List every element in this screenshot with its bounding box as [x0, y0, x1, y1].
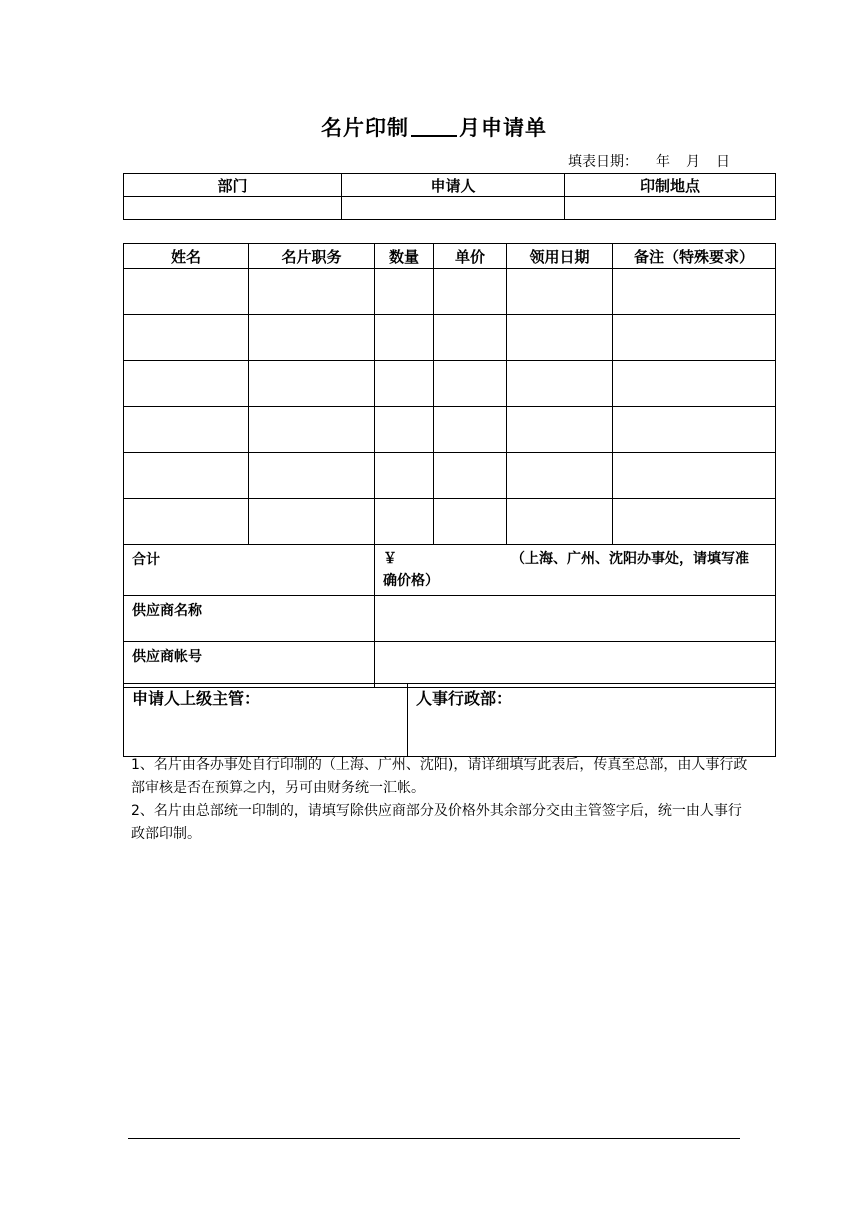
fill-date: [568, 151, 730, 171]
supplier-account-field[interactable]: [375, 642, 776, 688]
table-row: [124, 361, 776, 407]
table-row: [124, 315, 776, 361]
pickup-date-cell[interactable]: [507, 315, 613, 361]
supervisor-signature-field[interactable]: [124, 684, 408, 757]
name-cell[interactable]: [124, 269, 249, 315]
note-item: 2、名片由总部统一印制的，请填写除供应商部分及价格外其余部分交由主管签字后，统一由人事行政部印制。: [131, 803, 742, 842]
name-cell[interactable]: [124, 407, 249, 453]
hr-label: 人事行政部：: [416, 689, 513, 708]
currency-symbol: ￥: [383, 551, 397, 567]
table-row: [124, 499, 776, 545]
detail-table: [123, 243, 776, 688]
title-cell[interactable]: [249, 361, 375, 407]
total-label: 合计: [124, 545, 375, 596]
title-cell[interactable]: [249, 453, 375, 499]
pickup-date-cell[interactable]: [507, 361, 613, 407]
total-note-line2: 确价格）: [383, 573, 439, 589]
applicant-header: 申请人: [342, 174, 565, 197]
unit-price-cell[interactable]: [434, 407, 507, 453]
remarks-header: 备注（特殊要求）: [613, 244, 776, 269]
title-cell[interactable]: [249, 315, 375, 361]
remarks-cell[interactable]: [613, 361, 776, 407]
unit-price-cell[interactable]: [434, 453, 507, 499]
supplier-name-label: 供应商名称: [124, 596, 375, 642]
fill-date-label: 填表日期：: [568, 154, 638, 170]
unit-price-cell[interactable]: [434, 361, 507, 407]
notes: [131, 754, 751, 846]
name-cell[interactable]: [124, 361, 249, 407]
name-cell[interactable]: [124, 453, 249, 499]
month-blank[interactable]: [411, 115, 457, 137]
fill-date-year: 年: [656, 154, 670, 170]
supplier-account-label: 供应商帐号: [124, 642, 375, 688]
title-prefix: 名片印制: [321, 116, 409, 140]
remarks-cell[interactable]: [613, 407, 776, 453]
hr-signature-field[interactable]: [408, 684, 776, 757]
quantity-header: 数量: [375, 244, 434, 269]
unit-price-cell[interactable]: [434, 269, 507, 315]
pickup-date-header: 领用日期: [507, 244, 613, 269]
supplier-name-field[interactable]: [375, 596, 776, 642]
unit-price-cell[interactable]: [434, 499, 507, 545]
name-cell[interactable]: [124, 499, 249, 545]
remarks-cell[interactable]: [613, 269, 776, 315]
pickup-date-cell[interactable]: [507, 453, 613, 499]
quantity-cell[interactable]: [375, 315, 434, 361]
footer-divider: [128, 1138, 740, 1139]
applicant-field[interactable]: [342, 197, 565, 220]
quantity-cell[interactable]: [375, 361, 434, 407]
title-suffix: 月申请单: [459, 116, 547, 140]
print-location-field[interactable]: [565, 197, 776, 220]
table-row: [124, 407, 776, 453]
quantity-cell[interactable]: [375, 453, 434, 499]
name-cell[interactable]: [124, 315, 249, 361]
table-row: [124, 453, 776, 499]
title-cell[interactable]: [249, 499, 375, 545]
title-cell[interactable]: [249, 269, 375, 315]
print-location-header: 印制地点: [565, 174, 776, 197]
name-header: 姓名: [124, 244, 249, 269]
fill-date-month: 月: [686, 154, 700, 170]
supervisor-label: 申请人上级主管：: [132, 689, 261, 708]
quantity-cell[interactable]: [375, 407, 434, 453]
title-cell[interactable]: [249, 407, 375, 453]
note-item: 1、名片由各办事处自行印制的（上海、广州、沈阳)，请详细填写此表后，传真至总部，由人事行政部审核是否在预算之内，另可由财务统一汇帐。: [131, 757, 748, 796]
remarks-cell[interactable]: [613, 499, 776, 545]
form-title: [0, 112, 868, 142]
title-header: 名片职务: [249, 244, 375, 269]
header-table: [123, 173, 776, 220]
fill-date-day: 日: [716, 154, 730, 170]
remarks-cell[interactable]: [613, 453, 776, 499]
pickup-date-cell[interactable]: [507, 407, 613, 453]
quantity-cell[interactable]: [375, 269, 434, 315]
quantity-cell[interactable]: [375, 499, 434, 545]
total-note-line1: （上海、广州、沈阳办事处，请填写准: [511, 551, 749, 567]
department-header: 部门: [124, 174, 342, 197]
remarks-cell[interactable]: [613, 315, 776, 361]
table-row: [124, 269, 776, 315]
unit-price-header: 单价: [434, 244, 507, 269]
department-field[interactable]: [124, 197, 342, 220]
pickup-date-cell[interactable]: [507, 269, 613, 315]
unit-price-cell[interactable]: [434, 315, 507, 361]
pickup-date-cell[interactable]: [507, 499, 613, 545]
total-value-field[interactable]: [375, 545, 776, 596]
approval-table: [123, 683, 776, 757]
